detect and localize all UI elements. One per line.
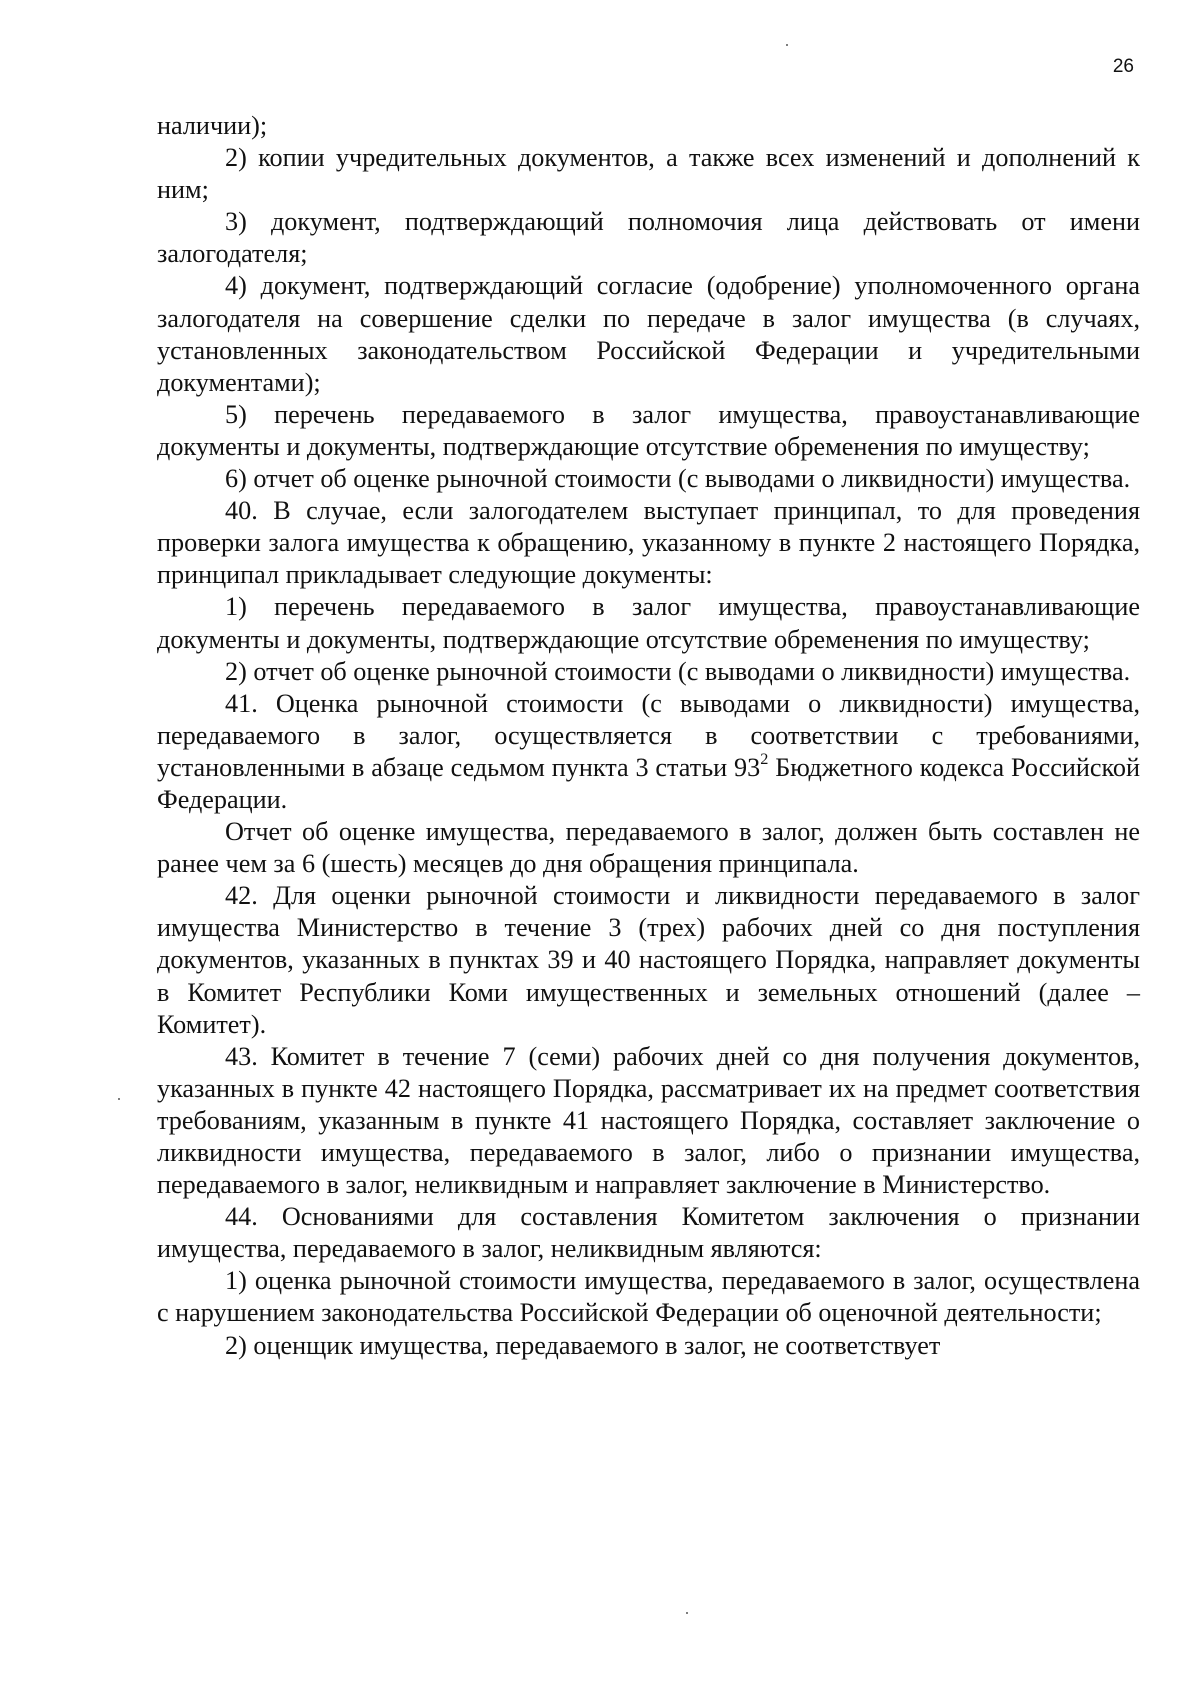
list-item: 2) копии учредительных документов, а также всех изменений и дополнений к ним; bbox=[157, 143, 1140, 205]
list-item: 5) перечень передаваемого в залог имущества, правоустанавливающие документы и документы, подтверждающие отсутствие обременения по имуществу; bbox=[157, 399, 1140, 461]
list-item: 1) оценка рыночной стоимости имущества, передаваемого в залог, осуществлена с нарушением законодательства Российской Федерации об оценочной деятельности; bbox=[157, 1266, 1140, 1328]
scan-speck bbox=[786, 44, 788, 46]
list-item: 1) перечень передаваемого в залог имущества, правоустанавливающие документы и документы, подтверждающие отсутствие обременения по имуществу; bbox=[157, 592, 1140, 654]
scan-speck bbox=[686, 1612, 688, 1614]
list-item: 2) отчет об оценке рыночной стоимости (с выводами о ликвидности) имущества. bbox=[225, 656, 1131, 686]
paragraph: Отчет об оценке имущества, передаваемого в залог, должен быть составлен не ранее чем за 6 (шесть) месяцев до дня обращения принципала. bbox=[157, 817, 1140, 879]
superscript: 2 bbox=[760, 749, 769, 768]
document-body bbox=[157, 110, 1140, 1362]
list-item: 2) оценщик имущества, передаваемого в залог, не соответствует bbox=[225, 1330, 941, 1360]
clause-42: 42. Для оценки рыночной стоимости и ликвидности передаваемого в залог имущества Министерство в течение 3 (трех) рабочих дней со дня поступления документов, указанных в пунктах 39 и 40 настоящего Порядка, направляет документы в Комитет Республики Коми имущественных и земельных отношений (далее – Комитет). bbox=[157, 881, 1140, 1039]
clause-41 bbox=[157, 688, 1140, 816]
list-item: 6) отчет об оценке рыночной стоимости (с выводами о ликвидности) имущества. bbox=[225, 464, 1131, 494]
list-item: 3) документ, подтверждающий полномочия лица действовать от имени залогодателя; bbox=[157, 207, 1140, 269]
clause-44: 44. Основаниями для составления Комитетом заключения о признании имущества, передаваемого в залог, неликвидным являются: bbox=[157, 1202, 1140, 1264]
clause-40: 40. В случае, если залогодателем выступает принципал, то для проведения проверки залога имущества к обращению, указанному в пункте 2 настоящего Порядка, принципал прикладывает следующие документы: bbox=[157, 496, 1140, 590]
paragraph: наличии); bbox=[157, 111, 268, 140]
clause-41-text: 41. Оценка рыночной стоимости (с выводами о ликвидности) имущества, передаваемого в залог, осуществляется в соответствии с требованиями, установленными в абзаце седьмом пункта 3 статьи 93 bbox=[157, 688, 1140, 782]
page-number: 26 bbox=[1112, 56, 1134, 77]
clause-41-text-end: Бюджетного кодекса Российской Федерации. bbox=[157, 752, 1140, 814]
clause-43: 43. Комитет в течение 7 (семи) рабочих дней со дня получения документов, указанных в пункте 42 настоящего Порядка, рассматривает их на предмет соответствия требованиям, указанным в пункте 41 настоящего Порядка, составляет заключение о ликвидности имущества, передаваемого в залог, либо о признании имущества, передаваемого в залог, неликвидным и направляет заключение в Министерство. bbox=[157, 1041, 1140, 1200]
list-item: 4) документ, подтверждающий согласие (одобрение) уполномоченного органа залогодателя на совершение сделки по передаче в залог имущества (в случаях, установленных законодательством Российской Федерации и учредительными документами); bbox=[157, 271, 1140, 397]
scan-speck bbox=[118, 1098, 120, 1100]
